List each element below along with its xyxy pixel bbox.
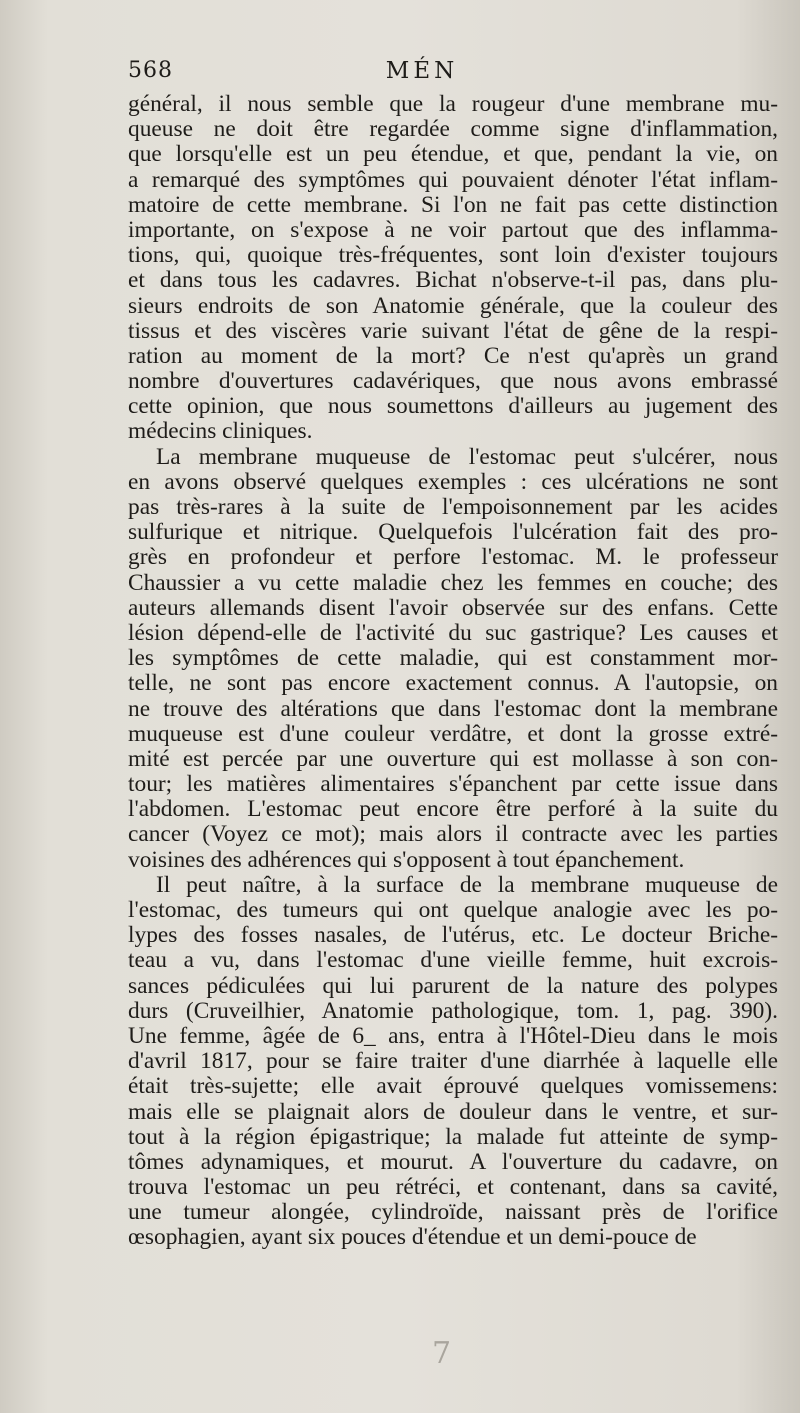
running-title: MÉN bbox=[385, 58, 459, 84]
text-line: grès en profondeur et perfore l'estomac. M. le professeur bbox=[128, 545, 778, 571]
paragraph bbox=[128, 873, 778, 1251]
text-line: a remarqué des symptômes qui pouvaient dénoter l'état inflam- bbox=[128, 167, 778, 193]
text-line: tour; les matières alimentaires s'épanchent par cette issue dans bbox=[128, 772, 778, 798]
text-line: mité est percée par une ouverture qui est mollasse à son con- bbox=[128, 746, 778, 772]
text-line: auteurs allemands disent l'avoir observée sur des enfans. Cette bbox=[128, 595, 778, 621]
text-line: les symptômes de cette maladie, qui est constamment mor- bbox=[128, 646, 778, 672]
text-line: matoire de cette membrane. Si l'on ne fait pas cette distinction bbox=[128, 192, 778, 218]
text-line: en avons observé quelques exemples : ces ulcérations ne sont bbox=[128, 469, 778, 495]
text-line: l'abdomen. L'estomac peut encore être perforé à la suite du bbox=[128, 797, 778, 823]
text-line: voisines des adhérences qui s'opposent à tout épanchement. bbox=[128, 847, 685, 873]
text-line: Il peut naître, à la surface de la membrane muqueuse de bbox=[156, 872, 778, 898]
page-number: 568 bbox=[128, 58, 173, 83]
text-line: sances pédiculées qui lui parurent de la nature des polypes bbox=[128, 973, 778, 999]
text-line: ne trouve des altérations que dans l'estomac dont la membrane bbox=[128, 696, 778, 722]
paragraph bbox=[128, 92, 778, 445]
text-line: tissus et des viscères varie suivant l'état de gêne de la respi- bbox=[128, 318, 778, 344]
text-line: cancer (Voyez ce mot); mais alors il contracte avec les parties bbox=[128, 822, 778, 848]
text-line: Une femme, âgée de 6_ ans, entra à l'Hôtel-Dieu dans le mois bbox=[128, 1023, 778, 1049]
text-line: sulfurique et nitrique. Quelquefois l'ulcération fait des pro- bbox=[128, 520, 778, 546]
text-line: teau a vu, dans l'estomac d'une vieille femme, huit excrois- bbox=[128, 948, 778, 974]
running-head bbox=[128, 58, 776, 92]
text-line: tions, qui, quoique très-fréquentes, sont loin d'exister toujours bbox=[128, 243, 778, 269]
text-line: lésion dépend-elle de l'activité du suc gastrique? Les causes et bbox=[128, 620, 778, 646]
text-line: et dans tous les cadavres. Bichat n'observe-t-il pas, dans plu- bbox=[128, 268, 778, 294]
text-line: nombre d'ouvertures cadavériques, que nous avons embrassé bbox=[128, 369, 778, 395]
body-text bbox=[128, 92, 778, 1251]
text-line: pas très-rares à la suite de l'empoisonnement par les acides bbox=[128, 495, 778, 520]
text-line: cette opinion, que nous soumettons d'ailleurs au jugement des bbox=[128, 394, 778, 420]
text-line: était très-sujette; elle avait éprouvé quelques vomissemens: bbox=[128, 1074, 778, 1100]
text-line: médecins cliniques. bbox=[128, 419, 313, 445]
text-line: œsophagien, ayant six pouces d'étendue et un demi-pouce de bbox=[128, 1225, 697, 1251]
text-line: mais elle se plaignait alors de douleur dans le ventre, et sur- bbox=[128, 1099, 778, 1125]
handwritten-mark: 7 bbox=[432, 1336, 452, 1371]
text-line: telle, ne sont pas encore exactement connus. A l'autopsie, on bbox=[128, 671, 778, 697]
text-line: sieurs endroits de son Anatomie générale, que la couleur des bbox=[128, 293, 778, 319]
text-line: l'estomac, des tumeurs qui ont quelque analogie avec les po- bbox=[128, 898, 778, 923]
text-line: La membrane muqueuse de l'estomac peut s'ulcérer, nous bbox=[156, 444, 778, 470]
text-line: lypes des fosses nasales, de l'utérus, etc. Le docteur Briche- bbox=[128, 923, 778, 949]
text-line: importante, on s'expose à ne voir partout que des inflamma- bbox=[128, 217, 778, 243]
text-line: général, il nous semble que la rougeur d'une membrane mu- bbox=[128, 92, 778, 117]
paragraph bbox=[128, 445, 778, 873]
text-line: Chaussier a vu cette maladie chez les femmes en couche; des bbox=[128, 570, 778, 596]
text-line: trouva l'estomac un peu rétréci, et contenant, dans sa cavité, bbox=[128, 1175, 778, 1201]
text-line: tout à la région épigastrique; la malade fut atteinte de symp- bbox=[128, 1124, 778, 1150]
text-line: durs (Cruveilhier, Anatomie pathologique, tom. 1, pag. 390). bbox=[128, 998, 778, 1024]
text-line: une tumeur alongée, cylindroïde, naissant près de l'orifice bbox=[128, 1200, 778, 1226]
text-line: d'avril 1817, pour se faire traiter d'une diarrhée à laquelle elle bbox=[128, 1049, 778, 1075]
text-line: queuse ne doit être regardée comme signe d'inflammation, bbox=[128, 117, 778, 143]
text-line: muqueuse est d'une couleur verdâtre, et dont la grosse extré- bbox=[128, 721, 778, 747]
text-line: ration au moment de la mort? Ce n'est qu'après un grand bbox=[128, 343, 778, 369]
text-line: tômes adynamiques, et mourut. A l'ouverture du cadavre, on bbox=[128, 1149, 778, 1175]
text-line: que lorsqu'elle est un peu étendue, et que, pendant la vie, on bbox=[128, 142, 778, 168]
